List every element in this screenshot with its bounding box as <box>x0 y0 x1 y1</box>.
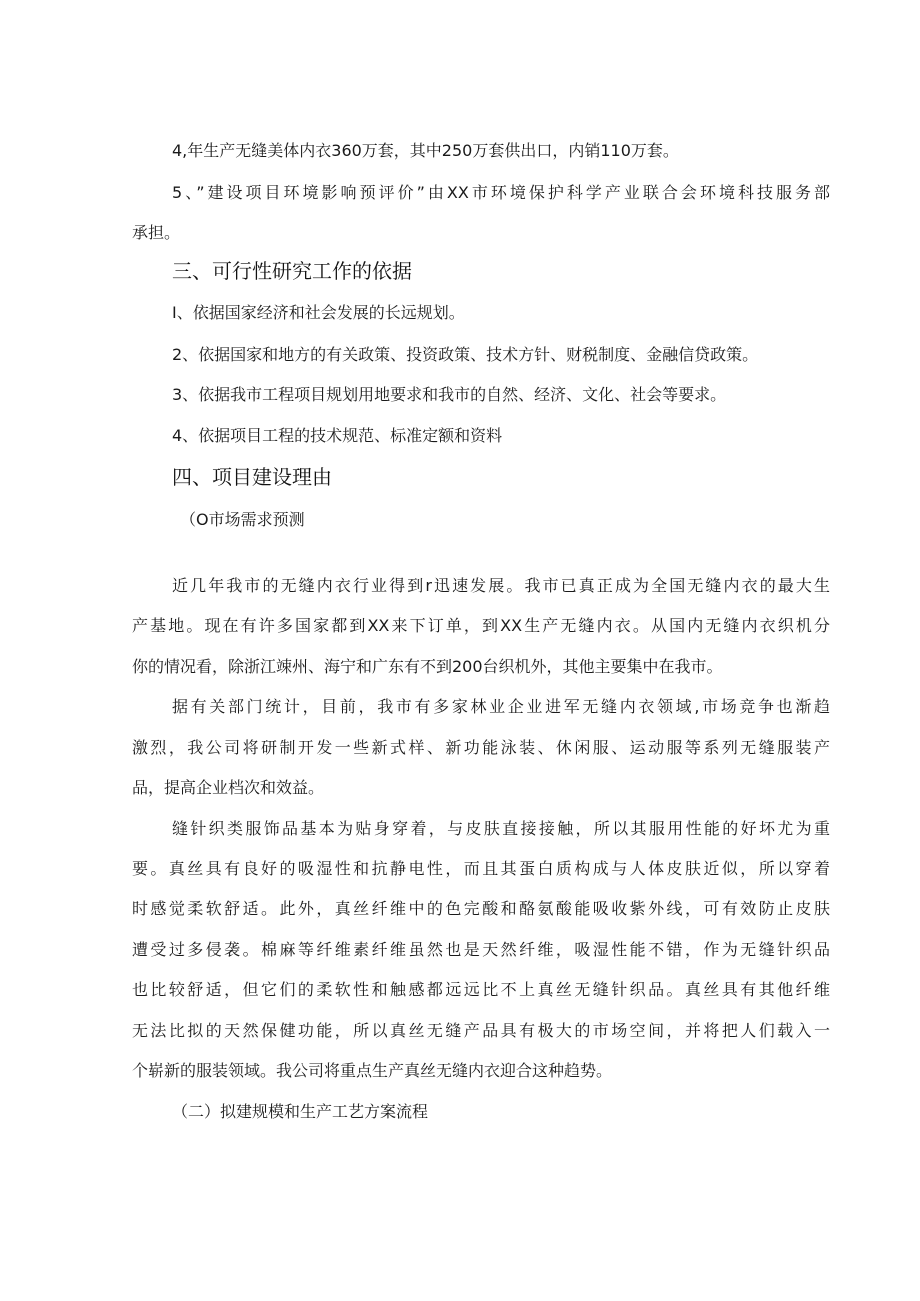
paragraph-1-line-3: 你的情况看，除浙江竦州、海宁和广东有不到200台织机外，其他主要集中在我市。 <box>132 657 723 676</box>
paragraph-3-line-6: 无法比拟的天然保健功能，所以真丝无缝产品具有极大的市场空间，并将把人们载入一 <box>132 1021 830 1040</box>
paragraph-2-line-3: 品，提高企业档次和效益。 <box>132 778 325 797</box>
paragraph-2-line-1: 据有关部门统计，目前，我市有多家林业企业进军无缝内衣领域,市场竞争也渐趋 <box>172 697 830 716</box>
paragraph-3-line-3: 时感觉柔软舒适。此外，真丝纤维中的色完酸和酪氨酸能吸收紫外线，可有效防止皮肤 <box>132 899 830 918</box>
section-3-item-3: 3、依据我市工程项目规划用地要求和我市的自然、经济、文化、社会等要求。 <box>172 385 727 404</box>
paragraph-3-line-1: 缝针织类服饰品基本为贴身穿着，与皮肤直接接触，所以其服用性能的好坏尤为重 <box>172 819 830 838</box>
subsection-scale-and-process: （二）拟建规模和生产工艺方案流程 <box>172 1102 429 1121</box>
section-3-item-2: 2、依据国家和地方的有关政策、投资政策、技术方针、财税制度、金融信贷政策。 <box>172 345 759 364</box>
paragraph-3-line-4: 遭受过多侵袭。棉麻等纤维素纤维虽然也是天然纤维，吸湿性能不错，作为无缝针织品 <box>132 940 830 959</box>
section-3-item-1: I、依据国家经济和社会发展的长远规划。 <box>172 303 465 322</box>
section-3-item-4: 4、依据项目工程的技术规范、标准定额和资料 <box>172 426 503 445</box>
paragraph-1-line-2: 产基地。现在有许多国家都到XX来下订单，到XX生产无缝内衣。从国内无缝内衣织机分 <box>132 616 830 635</box>
subsection-market-demand: （O市场需求预测 <box>180 510 305 529</box>
paragraph-2-line-2: 激烈，我公司将研制开发一些新式样、新功能泳装、休闲服、运动服等系列无缝服装产 <box>132 738 830 757</box>
item-5-line-2: 承担。 <box>132 223 181 242</box>
section-3-heading: 三、可行性研究工作的依据 <box>172 259 412 283</box>
paragraph-1-line-1: 近几年我市的无缝内衣行业得到r迅速发展。我市已真正成为全国无缝内衣的最大生 <box>172 576 830 595</box>
item-5-line-1: 5、”建设项目环境影响预评价”由XX市环境保护科学产业联合会环境科技服务部 <box>172 183 830 202</box>
paragraph-3-line-5: 也比较舒适，但它们的柔软性和触感都远远比不上真丝无缝针织品。真丝具有其他纤维 <box>132 980 830 999</box>
paragraph-3-line-7: 个崭新的服装领域。我公司将重点生产真丝无缝内衣迎合这种趋势。 <box>132 1061 613 1080</box>
paragraph-3-line-2: 要。真丝具有良好的吸湿性和抗静电性，而且其蛋白质构成与人体皮肤近似，所以穿着 <box>132 859 830 878</box>
section-4-heading: 四、项目建设理由 <box>172 465 332 489</box>
item-4-output: 4,年生产无缝美体内衣360万套，其中250万套供出口，内销110万套。 <box>172 141 679 160</box>
